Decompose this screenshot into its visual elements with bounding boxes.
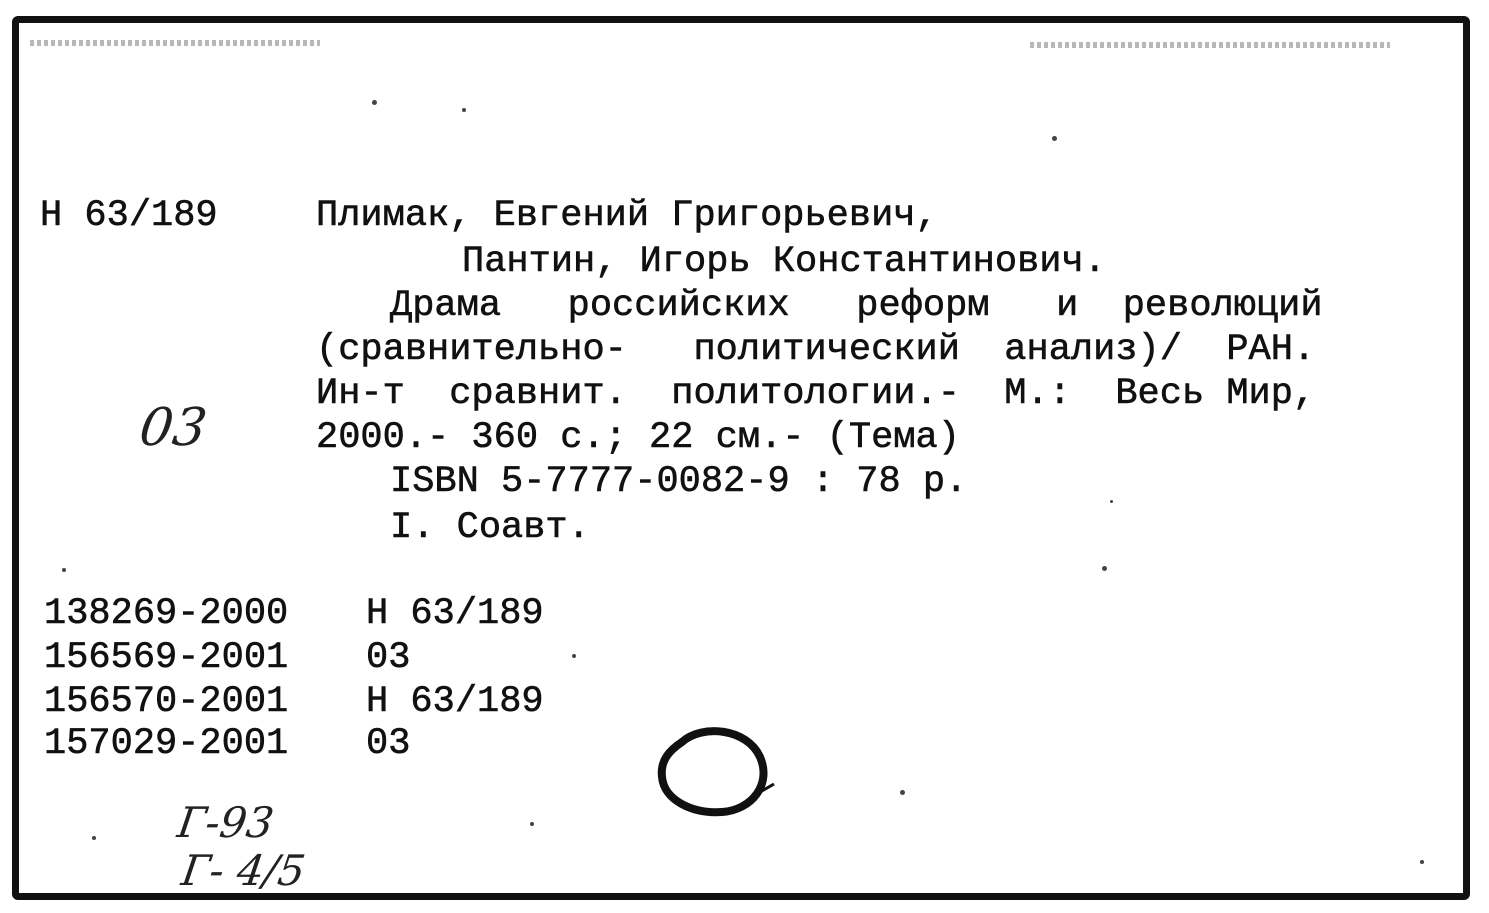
inventory-number-4: 157029-2001 xyxy=(44,723,289,765)
inventory-number-1: 138269-2000 xyxy=(44,593,289,635)
inventory-location-4: 03 xyxy=(366,723,411,765)
inventory-location-2: 03 xyxy=(366,637,411,679)
scan-speck xyxy=(530,822,534,826)
author-line-1: Плимак, Евгений Григорьевич, xyxy=(316,195,938,237)
scan-speck xyxy=(462,108,466,112)
scan-speck xyxy=(1110,500,1113,503)
inventory-location-1: Н 63/189 xyxy=(366,593,544,635)
isbn-line: ISBN 5-7777-0082-9 : 78 р. xyxy=(390,461,968,503)
punch-hole-icon xyxy=(652,722,782,832)
scan-artifact-top-right xyxy=(1030,42,1390,48)
scan-speck xyxy=(572,654,576,658)
scan-speck xyxy=(372,100,377,105)
scan-speck xyxy=(1420,860,1424,864)
scan-speck xyxy=(900,790,905,795)
description-line-3: Ин-т сравнит. политологии.- М.: Весь Мир, xyxy=(316,373,1316,415)
scan-speck xyxy=(62,568,66,572)
scan-speck xyxy=(1102,566,1107,571)
shelf-mark: Н 63/189 xyxy=(40,195,218,237)
inventory-number-2: 156569-2001 xyxy=(44,637,289,679)
inventory-number-3: 156570-2001 xyxy=(44,681,289,723)
description-line-1: Драма российских реформ и революций xyxy=(390,285,1323,327)
coauthor-line: I. Соавт. xyxy=(390,507,590,549)
description-line-2: (сравнительно- политический анализ)/ РАН. xyxy=(316,329,1316,371)
handwritten-note-2: Г- 4/5 xyxy=(178,846,309,895)
author-line-2: Пантин, Игорь Константинович. xyxy=(462,241,1106,283)
scan-artifact-top-left xyxy=(30,40,320,46)
scan-speck xyxy=(1052,136,1057,141)
inventory-location-3: Н 63/189 xyxy=(366,681,544,723)
description-line-4: 2000.- 360 с.; 22 см.- (Тема) xyxy=(316,417,960,459)
handwritten-mark: 03 xyxy=(135,398,211,458)
handwritten-note-1: Г-93 xyxy=(174,798,277,847)
scan-speck xyxy=(92,836,96,840)
